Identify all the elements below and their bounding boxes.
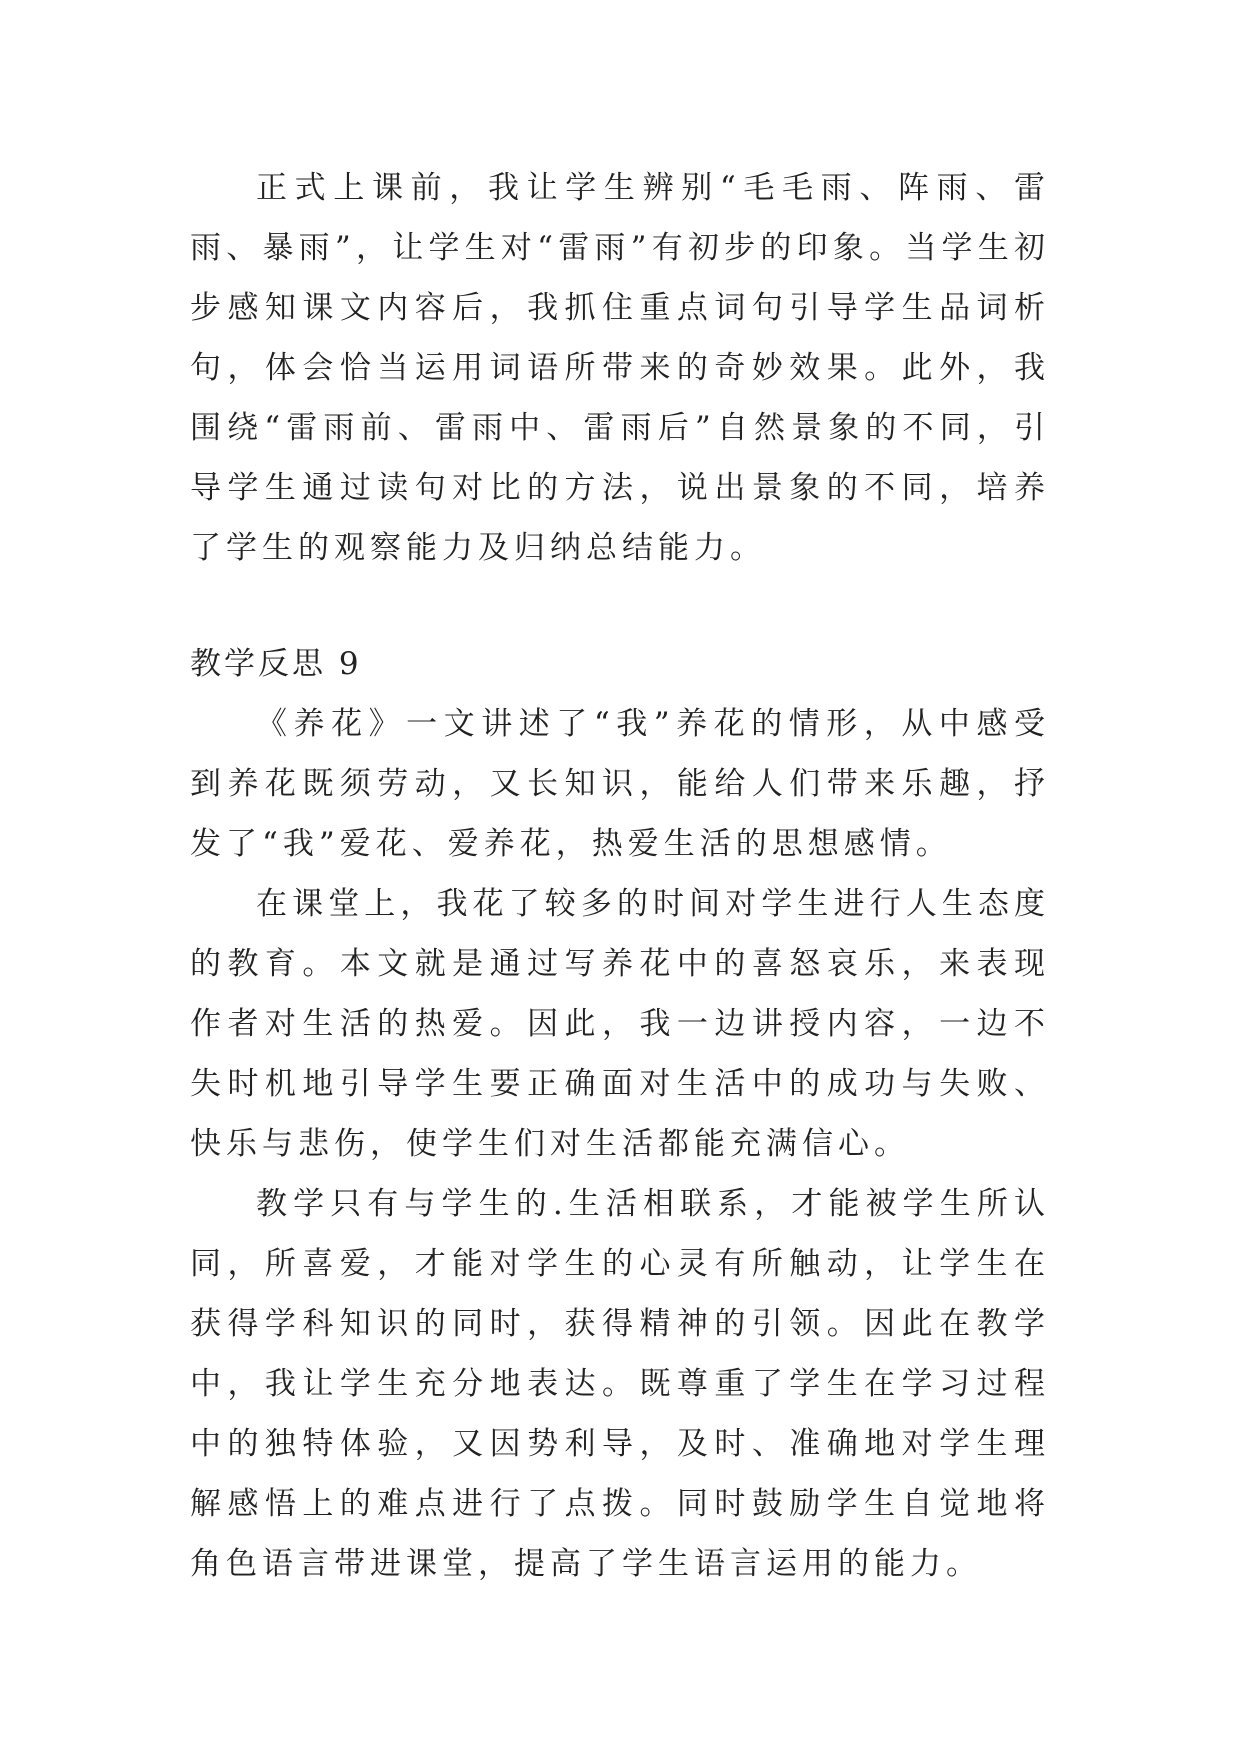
paragraph-teaching-method: 教学只有与学生的.生活相联系，才能被学生所认同，所喜爱，才能对学生的心灵有所触动，让学生在获得学科知识的同时，获得精神的引领。因此在教学中，我让学生充分地表达。既尊重了学生在学习过程中的独特体验，又因势利导，及时、准确地对学生理解感悟上的难点进行了点拨。同时鼓励学生自觉地将角色语言带进课堂，提高了学生语言运用的能力。 xyxy=(190,1186,1050,1582)
document-body xyxy=(190,158,1050,1594)
section-heading: 教学反思 9 xyxy=(190,646,362,682)
paragraph-thunderstorm-lesson: 正式上课前，我让学生辨别“毛毛雨、阵雨、雷雨、暴雨”，让学生对“雷雨”有初步的印象。当学生初步感知课文内容后，我抓住重点词句引导学生品词析句，体会恰当运用词语所带来的奇妙效果。此外，我围绕“雷雨前、雷雨中、雷雨后”自然景象的不同，引导学生通过读句对比的方法，说出景象的不同，培养了学生的观察能力及归纳总结能力。 xyxy=(190,170,1050,566)
paragraph-classroom-education: 在课堂上，我花了较多的时间对学生进行人生态度的教育。本文就是通过写养花中的喜怒哀乐，来表现作者对生活的热爱。因此，我一边讲授内容，一边不失时机地引导学生要正确面对生活中的成功与失败、快乐与悲伤，使学生们对生活都能充满信心。 xyxy=(190,886,1050,1162)
paragraph-yanghua-intro: 《养花》一文讲述了“我”养花的情形，从中感受到养花既须劳动，又长知识，能给人们带来乐趣，抒发了“我”爱花、爱养花，热爱生活的思想感情。 xyxy=(190,706,1050,862)
